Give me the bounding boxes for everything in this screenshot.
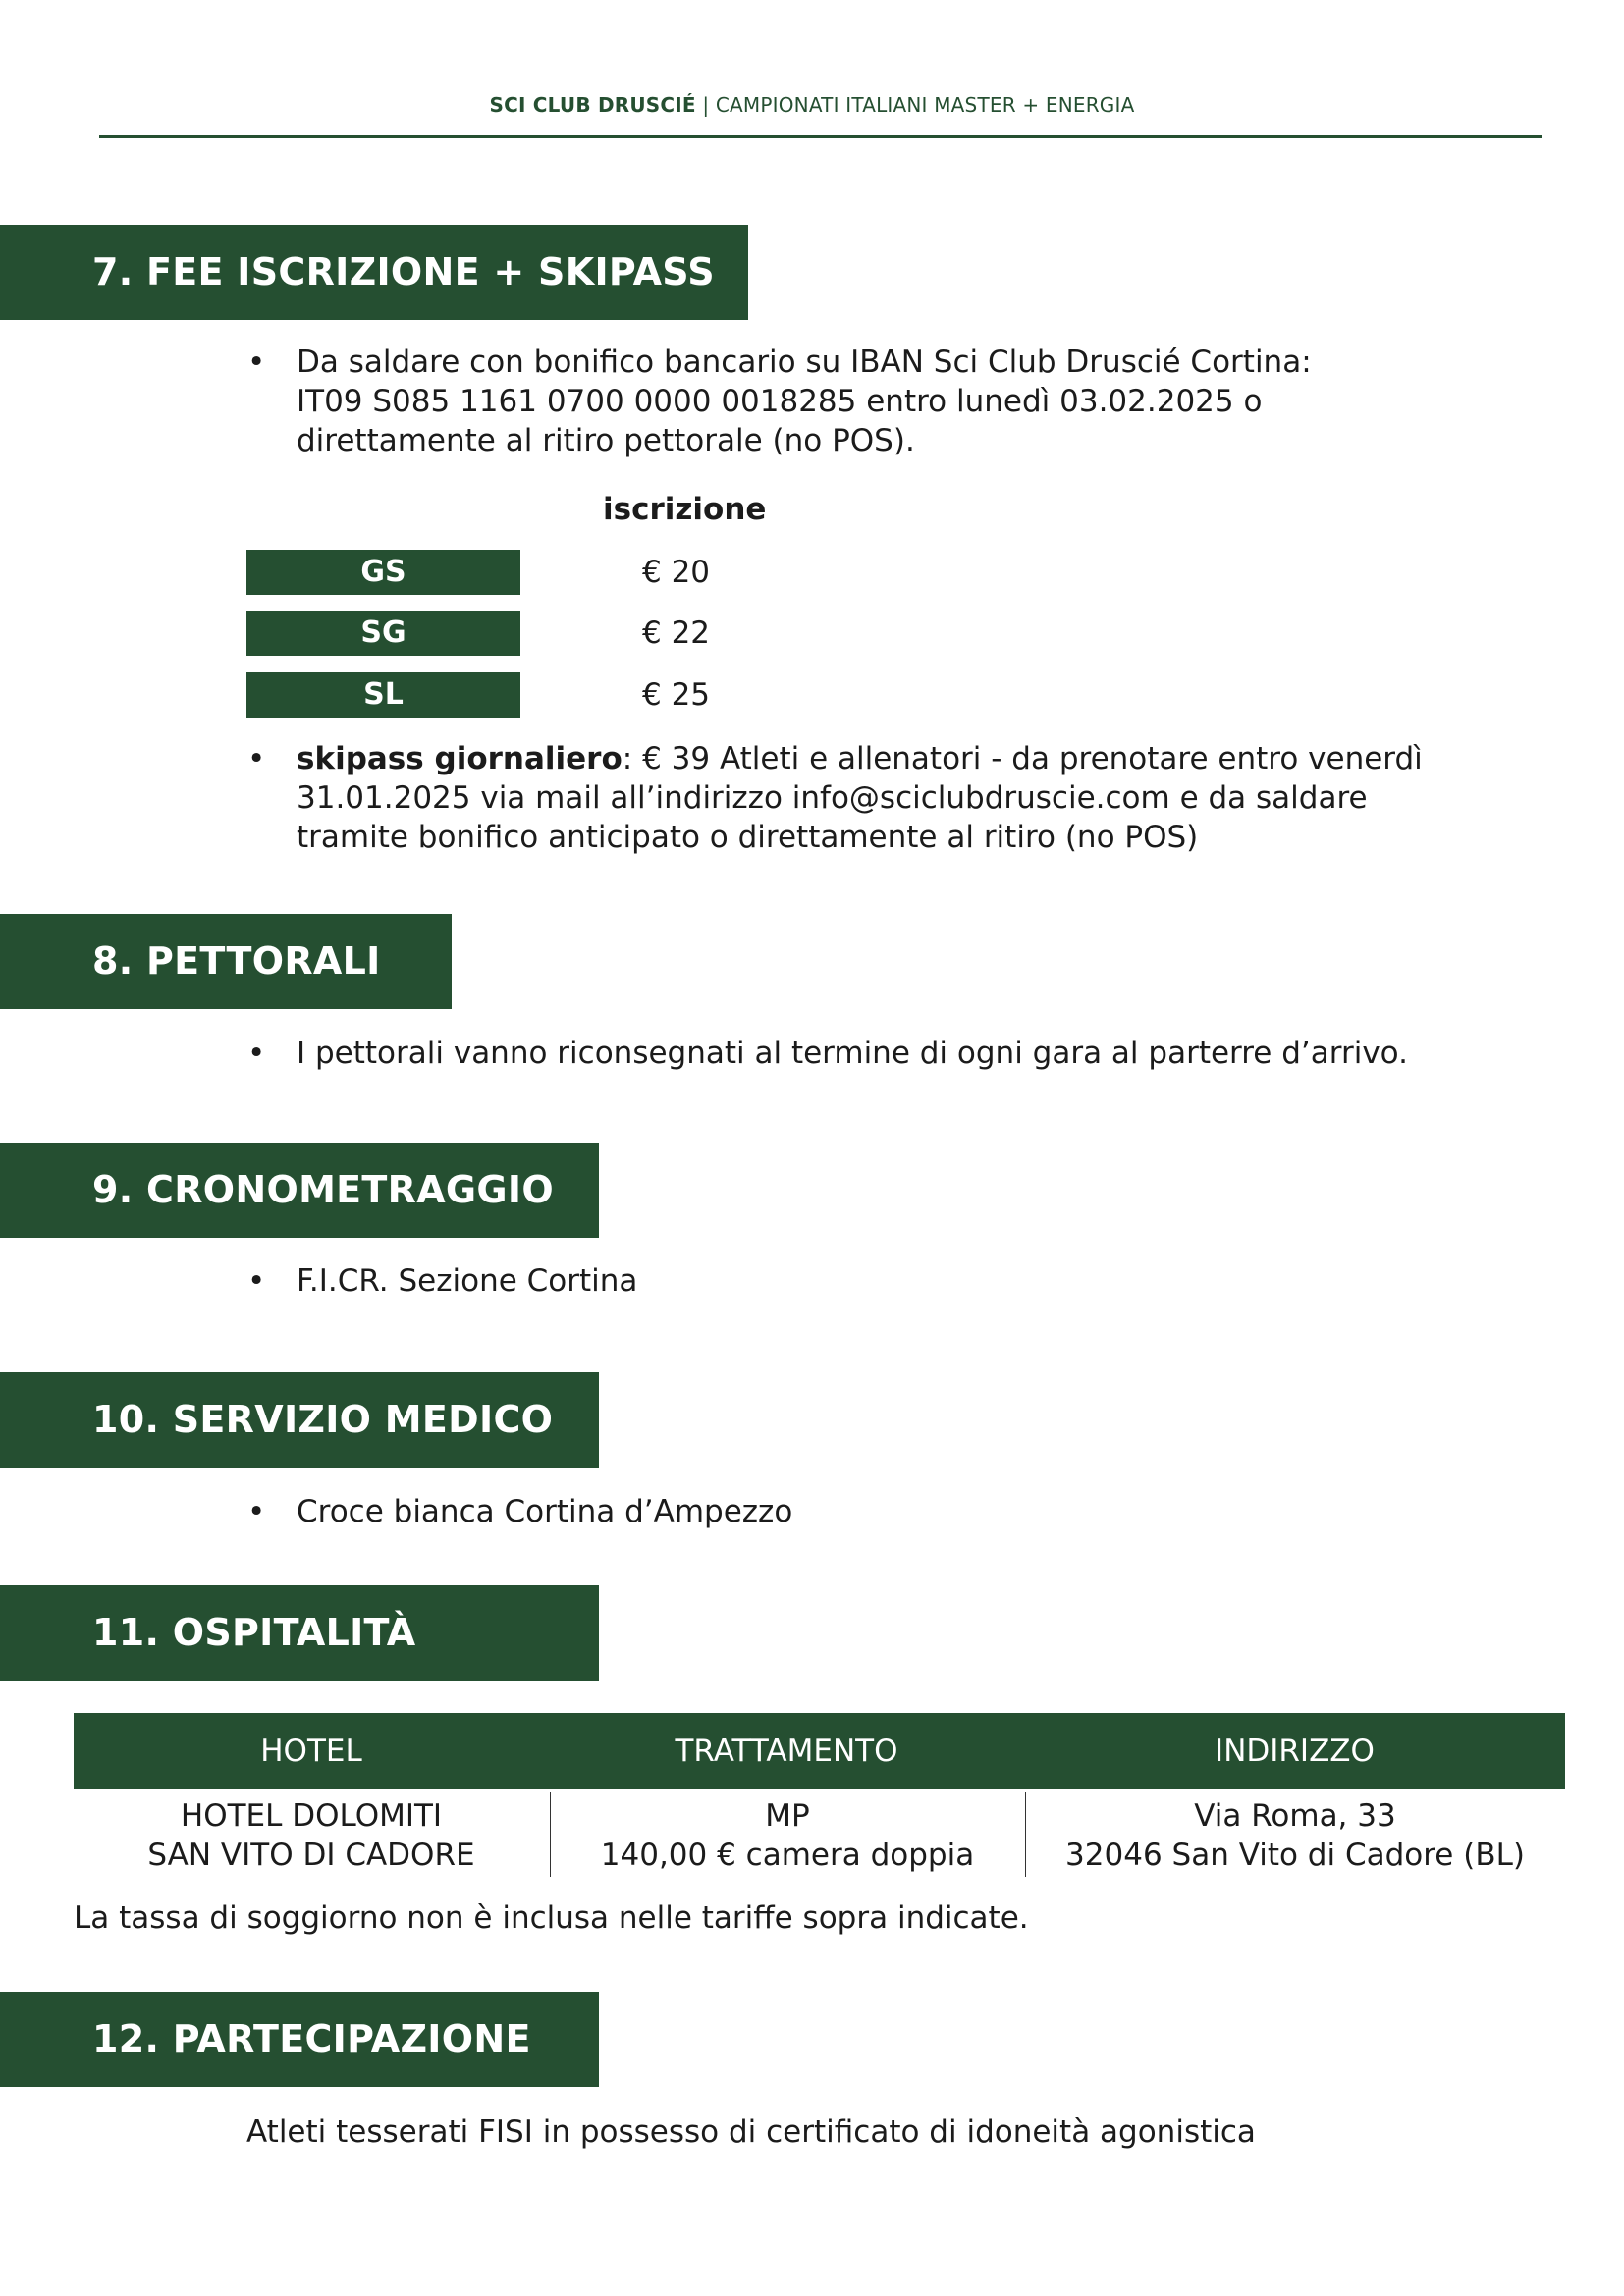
section-heading-ospitalita: 11. OSPITALITÀ xyxy=(0,1585,599,1681)
fee-race-gs: GS xyxy=(246,550,520,595)
col-header-indirizzo: INDIRIZZO xyxy=(1215,1734,1375,1769)
fee-price-sl: € 25 xyxy=(642,677,711,713)
skipass-text-1: : € 39 Atleti e allenatori - da prenotare entro venerdì xyxy=(622,741,1423,776)
skipass-line-3: tramite bonifico anticipato o direttamente al ritiro (no POS) xyxy=(297,820,1199,855)
section-heading-medico: 10. SERVIZIO MEDICO xyxy=(0,1372,599,1468)
hotel-name: HOTEL DOLOMITI xyxy=(180,1798,443,1834)
trattamento-type: MP xyxy=(765,1798,810,1834)
skipass-line-1 xyxy=(297,739,1423,778)
bullet-marker: • xyxy=(247,1036,266,1071)
fee-price-sg: € 22 xyxy=(642,615,711,651)
partecipazione-text: Atleti tesserati FISI in possesso di certificato di idoneità agonistica xyxy=(246,2114,1256,2150)
fee-table-header: iscrizione xyxy=(603,492,767,527)
address-city: 32046 San Vito di Cadore (BL) xyxy=(1065,1838,1525,1873)
pettorali-text: I pettorali vanno riconsegnati al termine di ogni gara al parterre d’arrivo. xyxy=(297,1036,1408,1071)
header-club: SCI CLUB DRUSCIÉ xyxy=(489,93,696,117)
fee-payment-line-3: direttamente al ritiro pettorale (no POS). xyxy=(297,423,915,458)
fee-race-sg: SG xyxy=(246,611,520,656)
col-header-trattamento: TRATTAMENTO xyxy=(675,1734,898,1769)
medico-text: Croce bianca Cortina d’Ampezzo xyxy=(297,1494,793,1529)
trattamento-price: 140,00 € camera doppia xyxy=(600,1838,975,1873)
fee-payment-line-2: IT09 S085 1161 0700 0000 0018285 entro lunedì 03.02.2025 o xyxy=(297,384,1263,419)
col-header-hotel: HOTEL xyxy=(260,1734,362,1769)
cronometraggio-text: F.I.CR. Sezione Cortina xyxy=(297,1263,638,1299)
section-heading-cronometraggio: 9. CRONOMETRAGGIO xyxy=(0,1143,599,1238)
header-separator: | xyxy=(695,93,716,117)
page-header xyxy=(0,93,1624,117)
skipass-label: skipass giornaliero xyxy=(297,741,623,776)
cell-trattamento xyxy=(550,1792,1025,1881)
hotel-table-header xyxy=(74,1713,1565,1789)
section-heading-partecipazione: 12. PARTECIPAZIONE xyxy=(0,1992,599,2087)
bullet-marker: • xyxy=(247,345,266,380)
header-divider xyxy=(99,135,1542,138)
hotel-location: SAN VITO DI CADORE xyxy=(147,1838,475,1873)
cell-hotel xyxy=(74,1792,549,1881)
skipass-line-2: 31.01.2025 via mail all’indirizzo info@sciclubdruscie.com e da saldare xyxy=(297,780,1368,816)
fee-payment-line-1: Da saldare con bonifico bancario su IBAN Sci Club Druscié Cortina: xyxy=(297,345,1312,380)
bullet-marker: • xyxy=(247,741,266,776)
fee-race-sl: SL xyxy=(246,672,520,718)
section-heading-fee: 7. FEE ISCRIZIONE + SKIPASS xyxy=(0,225,748,320)
address-street: Via Roma, 33 xyxy=(1194,1798,1396,1834)
bullet-marker: • xyxy=(247,1494,266,1529)
cell-indirizzo xyxy=(1025,1792,1565,1881)
header-event: CAMPIONATI ITALIANI MASTER + ENERGIA xyxy=(715,93,1135,117)
section-heading-pettorali: 8. PETTORALI xyxy=(0,914,452,1009)
fee-price-gs: € 20 xyxy=(642,555,711,590)
ospitalita-note: La tassa di soggiorno non è inclusa nelle tariffe sopra indicate. xyxy=(74,1900,1029,1936)
bullet-marker: • xyxy=(247,1263,266,1299)
